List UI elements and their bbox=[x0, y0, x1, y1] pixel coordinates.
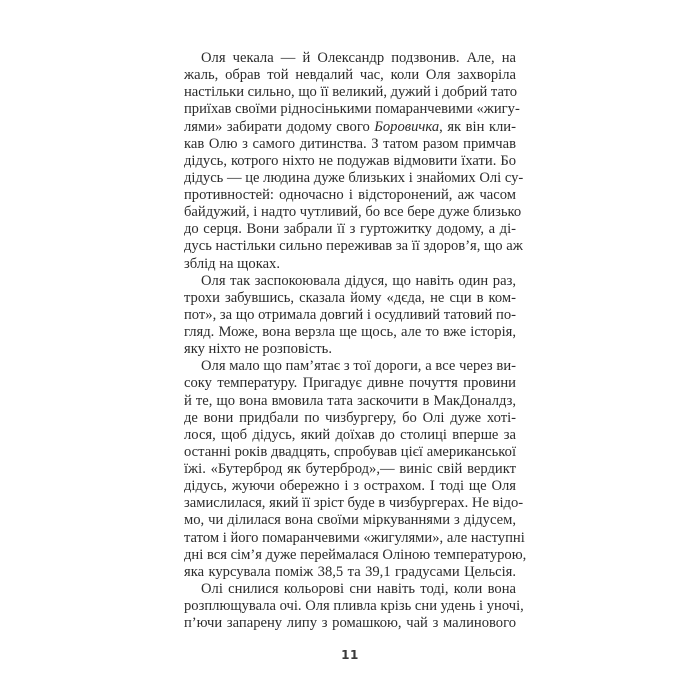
text-line: татом і його помаранчевими «жигулями», але наступні bbox=[184, 529, 525, 546]
text-line: останні років двадцять, спробував цієї американської bbox=[184, 443, 516, 460]
text-segment: , як він кли- bbox=[439, 118, 516, 135]
text-line: п’ючи запарену липу з ромашкою, чай з малинового bbox=[184, 615, 516, 632]
text-line: дідусь, котрого ніхто не подужав відмовити їхати. Бо bbox=[184, 152, 516, 169]
italic-name: Боровичка bbox=[374, 118, 440, 135]
paragraph-2 bbox=[184, 273, 516, 359]
text-line: пот», за що отримала довгий і осудливий татовий по- bbox=[184, 306, 516, 323]
text-line: Олі снилися кольорові сни навіть тоді, коли вона bbox=[201, 580, 516, 597]
text-line bbox=[184, 119, 516, 136]
text-segment: лями» забирати додому свого bbox=[184, 118, 375, 135]
text-line: дні вся сім’я дуже переймалася Оліною температурою, bbox=[184, 546, 527, 563]
text-line: трохи забувшись, сказала йому «дєда, не сци в ком- bbox=[184, 289, 516, 306]
body-text bbox=[184, 50, 527, 632]
text-line: дусь настільки сильно переживав за її здоров’я, що аж bbox=[184, 238, 523, 255]
text-line: яка курсувала поміж 38,5 та 39,1 градусами Цельсія. bbox=[184, 563, 516, 580]
paragraph-3 bbox=[184, 358, 527, 581]
page-number: 11 bbox=[341, 648, 359, 662]
text-line: соку температуру. Пригадує дивне почуття провини bbox=[184, 375, 516, 392]
text-line: Оля так заспокоювала дідуся, що навіть один раз, bbox=[201, 272, 516, 289]
text-line: замислилася, який її зріст буде в чизбургерах. Не відо- bbox=[184, 495, 524, 512]
text-line: Оля мало що пам’ятає з тої дороги, а все через ви- bbox=[201, 358, 516, 375]
text-line: гляд. Може, вона верзла ще щось, але то вже історія, bbox=[184, 324, 516, 340]
text-line: жаль, обрав той невдалий час, коли Оля захворіла bbox=[184, 67, 516, 84]
text-line: кав Олю з самого дитинства. З татом разом примчав bbox=[184, 135, 516, 152]
text-line: яку ніхто не розповість. bbox=[184, 341, 332, 358]
paragraph-1 bbox=[184, 50, 524, 273]
text-line: їжі. «Бутерброд як бутерброд»,— виніс свій вердикт bbox=[184, 461, 516, 477]
text-line: до серця. Вони забрали її з гуртожитку додому, а ді- bbox=[184, 221, 516, 238]
text-line: Оля чекала — й Олександр подзвонив. Але, на bbox=[201, 50, 516, 66]
text-line: противностей: одночасно і відсторонений, аж часом bbox=[184, 187, 516, 203]
text-line: де вони придбали по чизбургеру, бо Олі дуже хоті- bbox=[184, 409, 516, 426]
text-line: настільки сильно, що її великий, дужий і добрий тато bbox=[184, 84, 518, 101]
text-line: розплющувала очі. Оля пливла крізь сни удень і уночі, bbox=[184, 598, 524, 614]
text-line: й те, що вона вмовила тата заскочити в МакДоналдз, bbox=[184, 392, 516, 409]
text-line: дідусь, жуючи обережно і з острахом. І тоді ще Оля bbox=[184, 478, 516, 495]
text-line: мо, чи ділилася вона своїми міркуваннями з дідусем, bbox=[184, 512, 516, 529]
paragraph-4 bbox=[184, 580, 524, 632]
text-line: лося, щоб дідусь, який доїхав до столиці вперше за bbox=[184, 426, 516, 443]
text-line: байдужий, і надто чутливий, бо все бере дуже близько bbox=[184, 204, 522, 221]
text-line: дідусь — це людина дуже близьких і знайомих Олі су- bbox=[184, 169, 524, 186]
text-line: приїхав своїми рідносінькими помаранчевими «жигу- bbox=[184, 101, 520, 118]
text-line: зблід на щоках. bbox=[184, 255, 280, 272]
